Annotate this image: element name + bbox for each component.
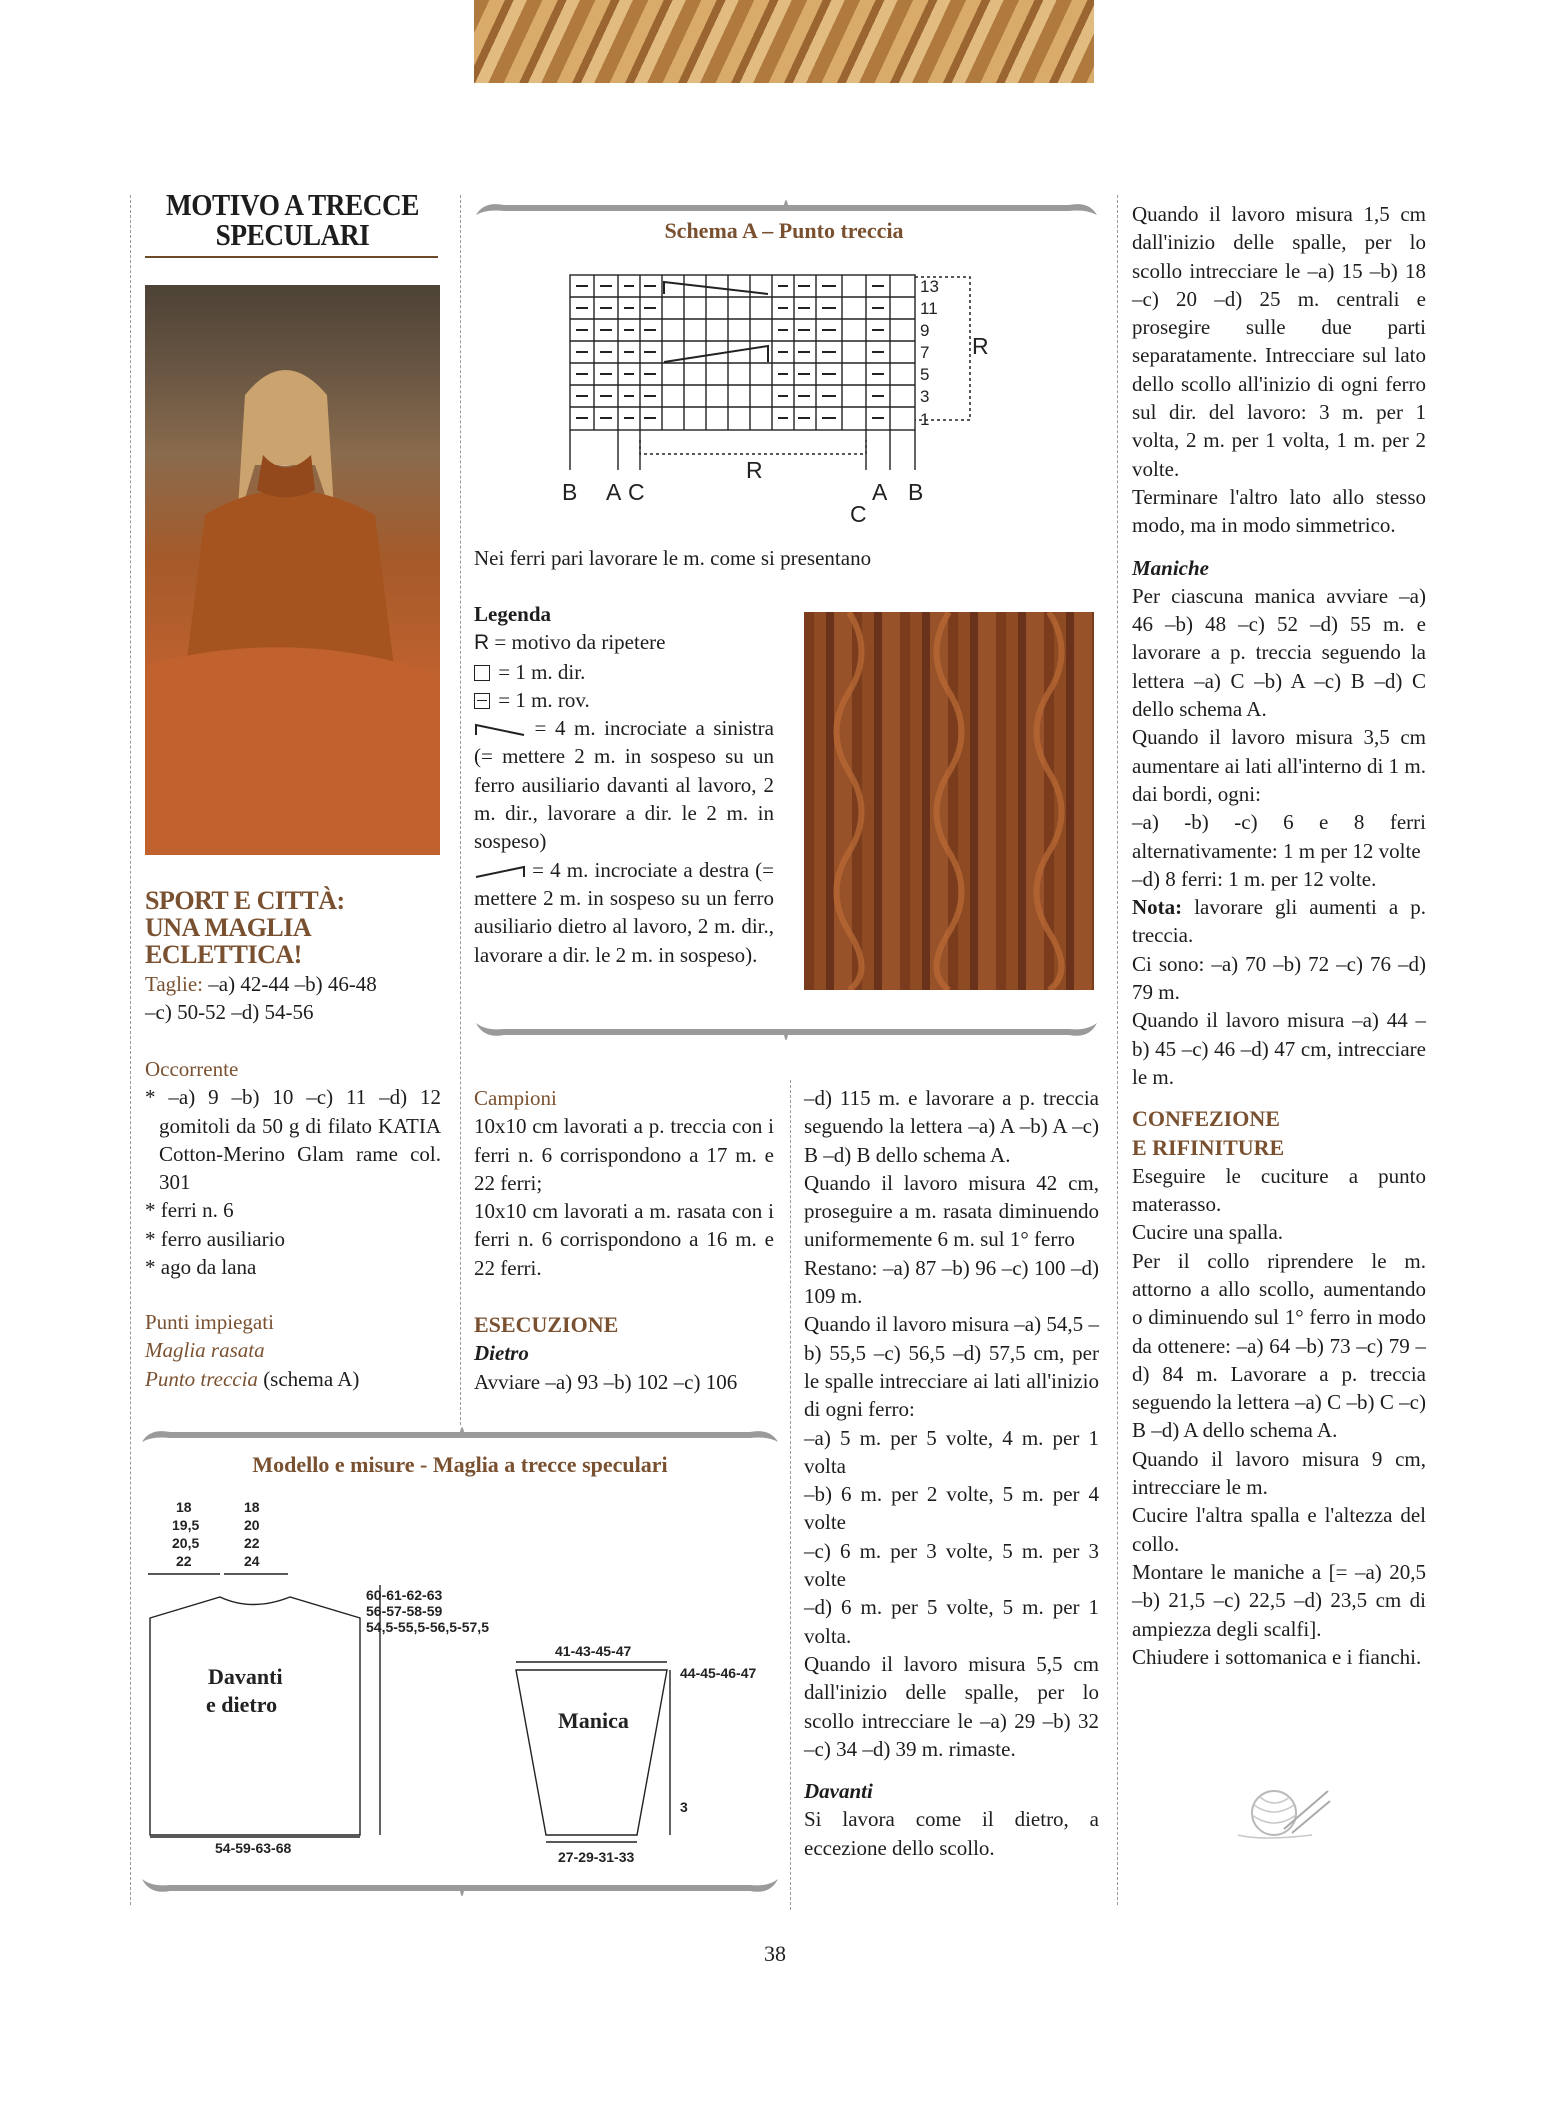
title-rule <box>145 256 438 258</box>
model-photo <box>145 285 440 855</box>
stitch-item: Maglia rasata <box>145 1338 265 1363</box>
samples-heading: Campioni <box>474 1086 557 1110</box>
paragraph: Ci sono: –a) 70 –b) 72 –c) 76 –d) 79 m. <box>1132 951 1426 1005</box>
height-label: 60-61-62-63 <box>366 1587 443 1603</box>
sleeve-height-label: 44-45-46-47 <box>680 1665 757 1681</box>
paragraph: Eseguire le cuciture a punto materasso. <box>1132 1163 1426 1217</box>
legend-purl-text: = 1 m. rov. <box>493 687 590 712</box>
finishing-heading: CONFEZIONE <box>1132 1106 1280 1132</box>
paragraph: –b) 6 m. per 2 volte, 5 m. per 4 volte <box>804 1482 1099 1535</box>
cable-symbols <box>664 282 768 362</box>
materials-item: * ago da lana <box>145 1255 257 1280</box>
ribbon-model-bottom <box>140 1873 780 1903</box>
neck-label: 24 <box>244 1553 260 1569</box>
schema-grid <box>570 275 915 470</box>
row-number: 9 <box>920 321 930 340</box>
materials-block <box>145 1055 441 1281</box>
legend-heading: Legenda <box>474 602 552 626</box>
left-cross-icon <box>474 722 526 736</box>
height-label: 56-57-58-59 <box>366 1603 443 1619</box>
repeat-label: R <box>972 333 989 359</box>
purl-stitch-icon <box>474 693 490 709</box>
article-title <box>163 187 423 252</box>
stitches-block <box>145 1308 445 1393</box>
measurement-diagram <box>140 1490 780 1870</box>
materials-item: * ferro ausiliario <box>145 1226 285 1251</box>
front-heading: Davanti <box>804 1779 873 1804</box>
paragraph: Quando il lavoro misura –a) 44 –b) 45 –c) 46 –d) 47 cm, intrecciare le m. <box>1132 1008 1426 1089</box>
model-title: Modello e misure - Maglia a trecce speculari <box>252 1452 668 1477</box>
yarn-ball-icon <box>1232 1785 1332 1840</box>
neck-label: 20 <box>244 1517 260 1533</box>
stitch-swatch-photo <box>804 612 1094 990</box>
stitch-item-name: Punto treccia <box>145 1366 258 1391</box>
samples-block <box>474 1084 774 1282</box>
row-number: 5 <box>920 365 930 384</box>
legend-repeat-text: = motivo da ripetere <box>489 630 666 655</box>
paragraph: Quando il lavoro misura 5,5 cm dall'inizio delle spalle, per lo scollo intrecciare le –a) 29 –b) 32 –c) 34 –d) 39 m. rimaste. <box>804 1651 1099 1761</box>
column-divider <box>1117 195 1118 1905</box>
legend-knit-text: = 1 m. dir. <box>493 659 586 684</box>
paragraph: –d) 8 ferri: 1 m. per 12 volte. <box>1132 866 1377 891</box>
neck-label: 18 <box>244 1499 260 1515</box>
column-divider <box>790 1080 791 1910</box>
body-piece-label: Davanti <box>208 1664 283 1689</box>
col3-text <box>804 1084 1099 1862</box>
neck-label: 20,5 <box>172 1535 200 1551</box>
sleeves-heading: Maniche <box>1132 555 1210 580</box>
paragraph: –d) 6 m. per 5 volte, 5 m. per 1 volta. <box>804 1595 1099 1648</box>
paragraph: Cucire una spalla. <box>1132 1220 1284 1245</box>
ribbon-model-top <box>140 1420 780 1450</box>
header-knit-photo <box>474 0 1094 83</box>
sizes-block <box>145 970 445 1027</box>
repeat-symbol: R <box>474 631 490 655</box>
row-number: 11 <box>920 299 938 318</box>
row-number: 13 <box>920 277 939 296</box>
neck-label: 19,5 <box>172 1517 200 1533</box>
column-divider <box>460 195 461 1425</box>
sleeve-outline <box>516 1662 670 1842</box>
paragraph: Montare le maniche a [= –a) 20,5 –b) 21,5 –c) 22,5 –d) 23,5 cm di ampiezza degli scalfi]. <box>1132 1559 1426 1641</box>
paragraph: Terminare l'altro lato allo stesso modo, ma in modo simmetrico. <box>1132 484 1426 538</box>
neck-label: 22 <box>176 1553 192 1569</box>
schema-note: Nei ferri pari lavorare le m. come si presentano <box>474 546 872 570</box>
back-heading: Dietro <box>474 1341 529 1366</box>
sleeve-bottom-label: 27-29-31-33 <box>558 1849 635 1865</box>
paragraph: Chiudere i sottomanica e i fianchi. <box>1132 1644 1422 1669</box>
sizes-line-1: –a) 42-44 –b) 46-48 <box>203 972 377 996</box>
intro-heading-line-1: SPORT E CITTÀ: <box>145 886 345 915</box>
piece-labels <box>206 1664 629 1733</box>
column-label: C <box>628 479 645 505</box>
paragraph: Per il collo riprendere le m. attorno a allo scollo, aumentando o diminuendo sul 1° ferro in modo da ottenere: –a) 64 –b) 73 –c) 79 –d) 84 m. Lavorare a p. treccia seguendo la lettera –a) C –b) C –c) B –d) A dello schema A. <box>1132 1248 1426 1443</box>
execution-block <box>474 1311 774 1396</box>
stitch-item-ref: (schema A) <box>257 1366 360 1391</box>
paragraph: –d) 115 m. e lavorare a p. treccia seguendo la lettera –a) A –b) A –c) B –d) B dello schema A. <box>804 1086 1099 1167</box>
intro-heading <box>145 887 455 968</box>
schema-chart <box>550 270 990 535</box>
row-number: 3 <box>920 387 930 406</box>
sleeve-top-label: 41-43-45-47 <box>555 1643 632 1659</box>
right-cross-icon <box>474 864 526 878</box>
note-label: Nota: <box>1132 895 1183 920</box>
intro-heading-line-2: UNA MAGLIA ECLETTICA! <box>145 913 310 969</box>
row-numbers <box>920 277 939 429</box>
column-label: R <box>746 457 763 483</box>
paragraph: Quando il lavoro misura 1,5 cm dall'inizio delle spalle, per lo scollo intrecciare le –a) 15 –b) 18 –c) 20 –d) 25 m. centrali e prosegire sulle due parti separatamente. Intrecciare sul lato dello scollo all'inizio di ogni ferro sul dir. del lavoro: 3 m. per 1 volta, 2 m. per 1 volta, 1 m. per 2 volte. <box>1132 202 1426 481</box>
samples-text: 10x10 cm lavorati a p. treccia con i ferri n. 6 corrispondono a 17 m. e 22 ferri; <box>474 1114 774 1195</box>
sizes-line-2: –c) 50-52 –d) 54-56 <box>145 1000 314 1025</box>
legend <box>474 600 774 969</box>
column-label: C <box>850 501 867 527</box>
note-text: lavorare gli aumenti a p. treccia. <box>1132 895 1426 948</box>
width-label: 54-59-63-68 <box>215 1840 292 1856</box>
column-divider <box>130 195 131 1905</box>
paragraph: Per ciascuna manica avviare –a) 46 –b) 48 –c) 52 –d) 55 m. e lavorare a p. treccia seguendo la lettera –a) C –b) A –c) B –d) C dello schema A. <box>1132 583 1426 722</box>
cable-swatch-illustration <box>804 612 1094 990</box>
page-number: 38 <box>764 1941 786 1966</box>
neck-label: 22 <box>244 1535 260 1551</box>
samples-text: 10x10 cm lavorati a m. rasata con i ferri n. 6 corrispondono a 16 m. e 22 ferri. <box>474 1199 774 1280</box>
column-label: A <box>606 479 622 505</box>
model-illustration <box>145 285 440 855</box>
paragraph: Restano: –a) 87 –b) 96 –c) 100 –d) 109 m. <box>804 1255 1099 1309</box>
sizes-label: Taglie: <box>145 972 204 996</box>
paragraph: –c) 6 m. per 3 volte, 5 m. per 3 volte <box>804 1538 1099 1592</box>
paragraph: Cucire l'altra spalla e l'altezza del collo. <box>1132 1503 1426 1556</box>
paragraph: Quando il lavoro misura 42 cm, proseguire a m. rasata diminuendo uniformemente 6 m. sul 1° ferro <box>804 1170 1099 1252</box>
paragraph: –a) 5 m. per 5 volte, 4 m. per 1 volta <box>804 1425 1099 1478</box>
column-label: B <box>562 479 578 505</box>
materials-item: * ferri n. 6 <box>145 1198 234 1223</box>
column-label: A <box>872 479 888 505</box>
neck-label: 18 <box>176 1499 192 1515</box>
materials-item: * –a) 9 –b) 10 –c) 11 –d) 12 gomitoli da 50 g di filato KATIA Cotton-Merino Glam rame col. 301 <box>145 1085 441 1195</box>
column-label: B <box>908 479 924 505</box>
cuff-label: 3 <box>680 1799 688 1815</box>
stitches-heading: Punti impiegati <box>145 1310 274 1334</box>
title-line-2: SPECULARI <box>215 217 370 252</box>
paragraph: Quando il lavoro misura –a) 54,5 –b) 55,5 –c) 56,5 –d) 57,5 cm, per le spalle intrecciare ai lati all'inizio di ogni ferro: <box>804 1312 1099 1422</box>
materials-heading: Occorrente <box>145 1057 239 1081</box>
body-piece-label: e dietro <box>206 1692 278 1717</box>
sleeve-piece-label: Manica <box>558 1708 629 1733</box>
back-text: Avviare –a) 93 –b) 102 –c) 106 <box>474 1369 738 1394</box>
row-number: 1 <box>920 410 930 429</box>
height-label: 54,5-55,5-56,5-57,5 <box>366 1619 489 1635</box>
paragraph: Quando il lavoro misura 3,5 cm aumentare ai lati all'interno di 1 m. dai bordi, ogni: <box>1132 725 1426 806</box>
legend-right-cross-text: = 4 m. incrociate a destra (= mettere 2 m. in sospeso su un ferro ausiliario dietro al lavoro, 2 m. dir., lavorare a dir. le 2 m. in sospeso). <box>474 857 774 967</box>
knit-stitch-icon <box>474 665 490 681</box>
paragraph: Quando il lavoro misura 9 cm, intrecciare le m. <box>1132 1446 1426 1500</box>
ribbon-bottom <box>474 1017 1099 1047</box>
legend-left-cross-text: = 4 m. incrociate a sinistra (= mettere 2 m. in sospeso su un ferro ausiliario davanti al lavoro, 2 m. dir., lavorare a dir. le 2 m. in sospeso) <box>474 716 774 854</box>
col4-text <box>1132 200 1426 1671</box>
title-line-1: MOTIVO A TRECCE <box>165 187 420 222</box>
finishing-heading: E RIFINITURE <box>1132 1134 1285 1160</box>
paragraph: Si lavora come il dietro, a eccezione dello scollo. <box>804 1807 1099 1860</box>
paragraph: –a) -b) -c) 6 e 8 ferri alternativamente: 1 m per 12 volte <box>1132 810 1426 863</box>
schema-title: Schema A – Punto treccia <box>664 218 904 243</box>
execution-heading: ESECUZIONE <box>474 1312 619 1337</box>
row-number: 7 <box>920 343 930 362</box>
